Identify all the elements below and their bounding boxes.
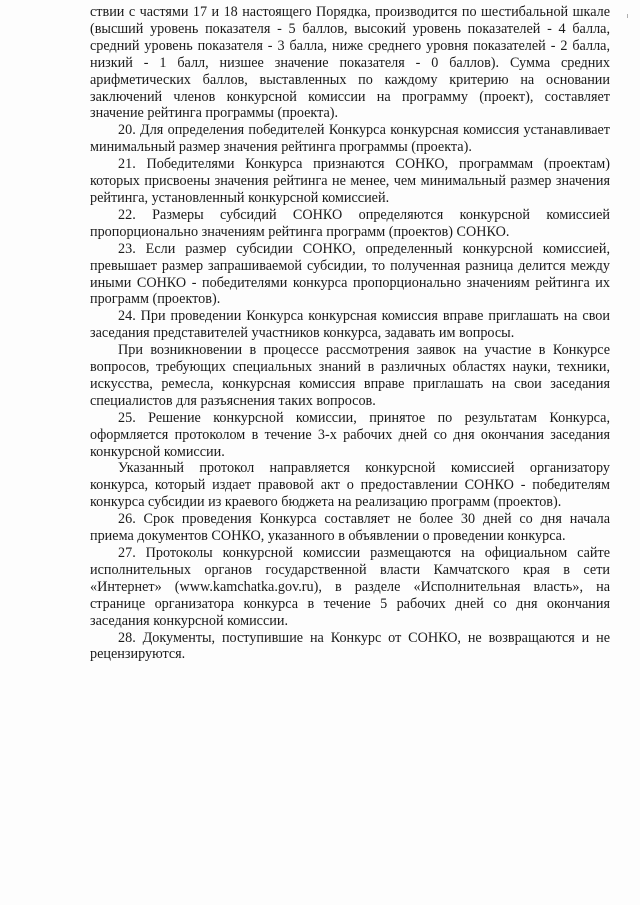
paragraph-26: 26. Срок проведения Конкурса составляет не более 30 дней со дня начала приема документов СОНКО, указанного в объявлении о проведении конкурса. [90,511,610,545]
paragraph-25: 25. Решение конкурсной комиссии, принятое по результатам Конкурса, оформляется протоколом в течение 3-х рабочих дней со дня окончания заседания конкурсной комиссии. [90,409,610,460]
paragraph-28: 28. Документы, поступившие на Конкурс от СОНКО, не возвращаются и не рецензируются. [90,629,610,663]
paragraph-criteria-scale: ствии с частями 17 и 18 настоящего Порядка, производится по шестибальной шкале (высший уровень показателя - 5 баллов, высокий уровень показателей - 4 балла, средний уровень показателя - 3 балла, ниже среднего уровня показателей - 2 балла, низкий - 1 балл, низшее значение показателя - 0 баллов). Сумма средних арифметических баллов, выставленных по каждому критерию на основании заключений членов конкурсной комиссии на программу (проект), составляет значение рейтинга программы (проекта). [90,4,610,122]
paragraph-24-experts: При возникновении в процессе рассмотрения заявок на участие в Конкурсе вопросов, требующих специальных знаний в различных областях науки, техники, искусства, ремесла, конкурсная комиссия вправе приглашать на свои заседания специалистов для разъяснения таких вопросов. [90,342,610,409]
paragraph-20: 20. Для определения победителей Конкурса конкурсная комиссия устанавливает минимальный размер значения рейтинга программы (проекта). [90,122,610,156]
scan-mark [627,14,628,18]
paragraph-25-protocol: Указанный протокол направляется конкурсной комиссией организатору конкурса, который издает правовой акт о предоставлении СОНКО - победителям конкурса субсидии из краевого бюджета на реализацию программ (проектов). [90,460,610,511]
paragraph-27: 27. Протоколы конкурсной комиссии размещаются на официальном сайте исполнительных органов государственной власти Камчатского края в сети «Интернет» (www.kamchatka.gov.ru), в разделе «Исполнительная власть», на странице организатора конкурса в течение 5 рабочих дней со дня окончания заседания конкурсной комиссии. [90,545,610,629]
paragraph-23: 23. Если размер субсидии СОНКО, определенный конкурсной комиссией, превышает размер запрашиваемой субсидии, то полученная разница делится между иными СОНКО - победителями конкурса пропорционально значениям рейтинга их программ (проектов). [90,240,610,308]
paragraph-22: 22. Размеры субсидий СОНКО определяются конкурсной комиссией пропорционально значениям рейтинга программ (проектов) СОНКО. [90,206,610,240]
document-body [90,4,610,663]
paragraph-24: 24. При проведении Конкурса конкурсная комиссия вправе приглашать на свои заседания представителей участников конкурса, задавать им вопросы. [90,308,610,342]
paragraph-21: 21. Победителями Конкурса признаются СОНКО, программам (проектам) которых присвоены значения рейтинга не менее, чем минимальный размер значения рейтинга, установленный конкурсной комиссией. [90,156,610,206]
